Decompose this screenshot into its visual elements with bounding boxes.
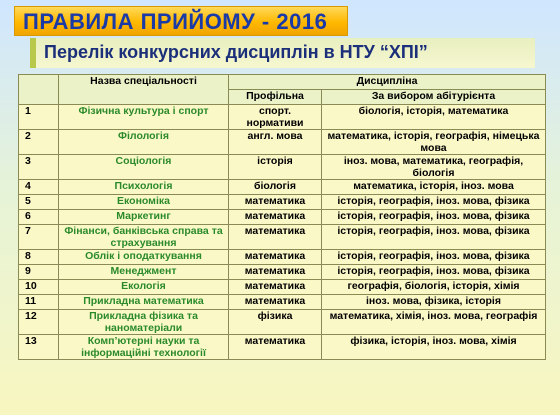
row-specialty: Філологія xyxy=(59,130,229,155)
table-row xyxy=(19,155,546,180)
page-subtitle: Перелік конкурсних дисциплін в НТУ “ХПІ” xyxy=(44,42,428,62)
header-num-cell xyxy=(19,75,59,105)
row-elective: історія, географія, іноз. мова, фізика xyxy=(322,195,546,210)
row-number: 8 xyxy=(19,250,59,265)
table-row xyxy=(19,225,546,250)
table-row xyxy=(19,195,546,210)
row-profile: математика xyxy=(229,210,322,225)
row-elective: географія, біологія, історія, хімія xyxy=(322,280,546,295)
header-profile: Профільна xyxy=(229,90,322,105)
table-row xyxy=(19,335,546,360)
row-specialty: Екологія xyxy=(59,280,229,295)
row-specialty: Менеджмент xyxy=(59,265,229,280)
disciplines-table xyxy=(18,74,546,360)
row-profile: англ. мова xyxy=(229,130,322,155)
row-elective: історія, географія, іноз. мова, фізика xyxy=(322,250,546,265)
row-number: 4 xyxy=(19,180,59,195)
row-number: 12 xyxy=(19,310,59,335)
row-number: 1 xyxy=(19,105,59,130)
row-specialty: Фізична культура і спорт xyxy=(59,105,229,130)
row-number: 5 xyxy=(19,195,59,210)
row-number: 9 xyxy=(19,265,59,280)
row-elective: історія, географія, іноз. мова, фізика xyxy=(322,225,546,250)
row-profile: біологія xyxy=(229,180,322,195)
row-specialty: Економіка xyxy=(59,195,229,210)
row-specialty: Психологія xyxy=(59,180,229,195)
row-profile: історія xyxy=(229,155,322,180)
row-number: 2 xyxy=(19,130,59,155)
row-number: 11 xyxy=(19,295,59,310)
row-elective: іноз. мова, фізика, історія xyxy=(322,295,546,310)
row-number: 10 xyxy=(19,280,59,295)
row-number: 3 xyxy=(19,155,59,180)
header-disciplines: Дисципліна xyxy=(229,75,546,90)
table-row xyxy=(19,280,546,295)
row-elective: математика, історія, географія, німецька мова xyxy=(322,130,546,155)
table-row xyxy=(19,105,546,130)
subtitle-banner xyxy=(30,38,535,68)
row-elective: математика, хімія, іноз. мова, географія xyxy=(322,310,546,335)
row-specialty: Маркетинг xyxy=(59,210,229,225)
table-row xyxy=(19,130,546,155)
row-profile: спорт. нормативи xyxy=(229,105,322,130)
table-row xyxy=(19,250,546,265)
row-specialty: Соціологія xyxy=(59,155,229,180)
table-row xyxy=(19,310,546,335)
page-title: ПРАВИЛА ПРИЙОМУ - 2016 xyxy=(23,9,328,34)
header-elective: За вибором абітурієнта xyxy=(322,90,546,105)
row-elective: математика, історія, іноз. мова xyxy=(322,180,546,195)
table-row xyxy=(19,210,546,225)
row-profile: математика xyxy=(229,280,322,295)
row-profile: математика xyxy=(229,250,322,265)
row-elective: історія, географія, іноз. мова, фізика xyxy=(322,210,546,225)
row-number: 13 xyxy=(19,335,59,360)
row-elective: історія, географія, іноз. мова, фізика xyxy=(322,265,546,280)
row-profile: математика xyxy=(229,195,322,210)
row-specialty: Комп’ютерні науки та інформаційні технології xyxy=(59,335,229,360)
row-profile: математика xyxy=(229,265,322,280)
row-number: 7 xyxy=(19,225,59,250)
row-profile: математика xyxy=(229,225,322,250)
row-elective: фізика, історія, іноз. мова, хімія xyxy=(322,335,546,360)
row-profile: математика xyxy=(229,335,322,360)
title-banner xyxy=(14,6,348,36)
table-header-row xyxy=(19,75,546,90)
table-row xyxy=(19,265,546,280)
header-specialty: Назва спеціальності xyxy=(59,75,229,105)
row-profile: математика xyxy=(229,295,322,310)
row-profile: фізика xyxy=(229,310,322,335)
row-specialty: Фінанси, банківська справа та страхування xyxy=(59,225,229,250)
row-elective: іноз. мова, математика, географія, біологія xyxy=(322,155,546,180)
row-number: 6 xyxy=(19,210,59,225)
row-elective: біологія, історія, математика xyxy=(322,105,546,130)
row-specialty: Прикладна фізика та наноматеріали xyxy=(59,310,229,335)
table-row xyxy=(19,180,546,195)
row-specialty: Облік і оподаткування xyxy=(59,250,229,265)
table-row xyxy=(19,295,546,310)
row-specialty: Прикладна математика xyxy=(59,295,229,310)
